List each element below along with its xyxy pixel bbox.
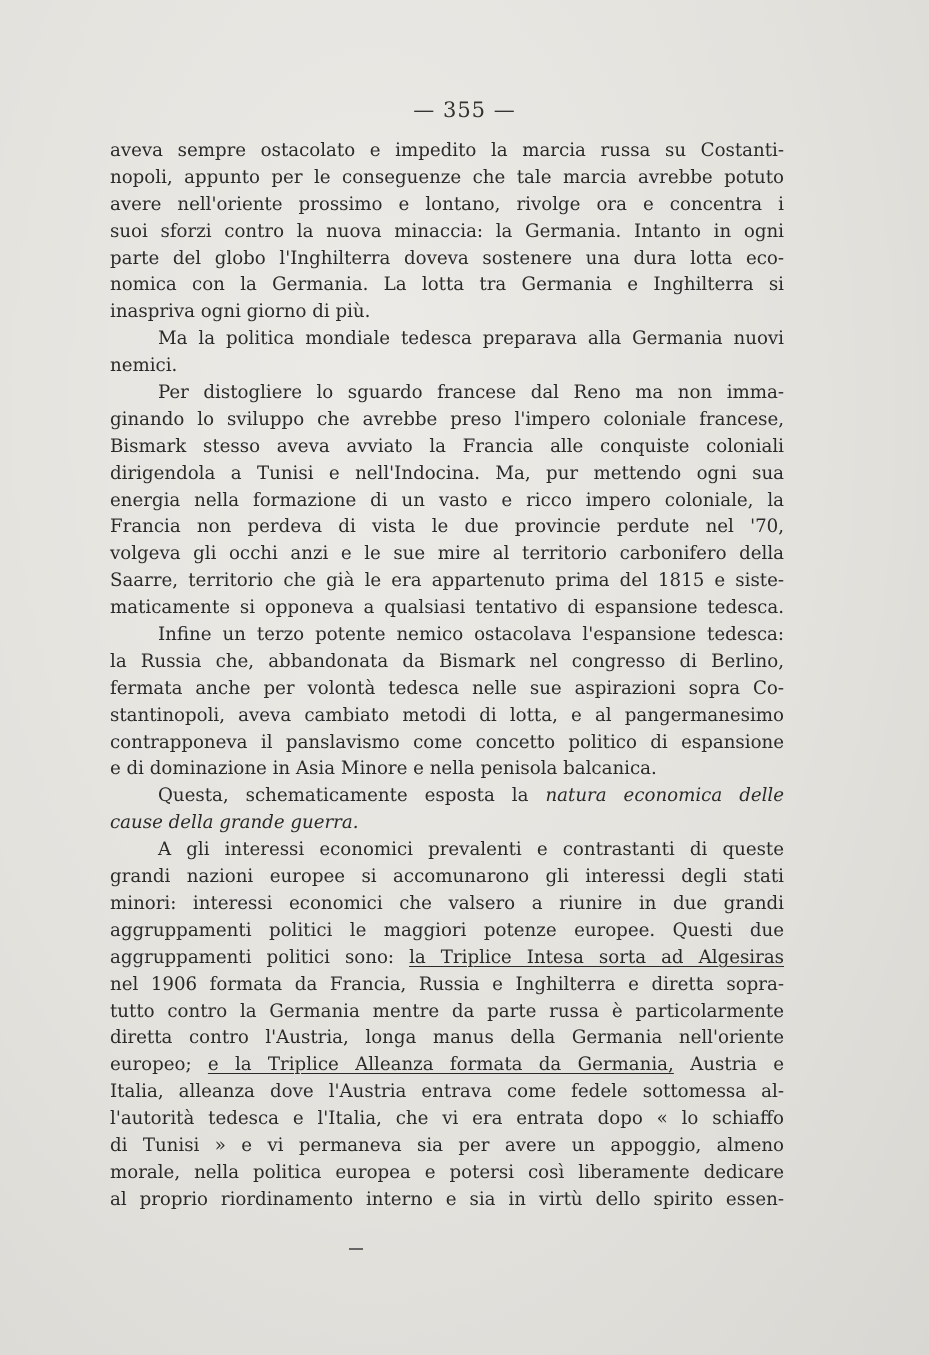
underlined-phrase: la Triplice Intesa sorta ad Algesiras [409, 946, 784, 968]
text-segment: aggruppamenti politici sono: [110, 946, 410, 968]
text-line: Infine un terzo potente nemico ostacolava l'espansione tedesca: [158, 624, 784, 646]
text-line: volgeva gli occhi anzi e le sue mire al territorio carbonifero della [110, 543, 784, 565]
text-line: suoi sforzi contro la nuova minaccia: la Germania. Intanto in ogni [110, 220, 784, 242]
text-line [110, 945, 784, 972]
text-line: la Russia che, abbandonata da Bismark nel congresso di Berlino, [110, 650, 784, 672]
text-line: Italia, alleanza dove l'Austria entrava come fedele sottomessa al- [110, 1081, 784, 1103]
text-segment: europeo; [110, 1054, 208, 1076]
text-segment: Austria e [673, 1054, 785, 1076]
text-line: tutto contro la Germania mentre da parte russa è particolarmente [110, 1000, 784, 1022]
text-line: ginando lo sviluppo che avrebbe preso l'impero coloniale francese, [110, 408, 784, 430]
italic-phrase: natura economica delle [545, 785, 784, 807]
printer-mark [349, 1248, 363, 1250]
text-line: Per distogliere lo sguardo francese dal Reno ma non imma- [158, 382, 784, 404]
text-segment: Questa, schematicamente esposta la [158, 785, 546, 807]
page-number: — 355 — [413, 98, 516, 122]
text-line: nemici. [110, 355, 178, 377]
text-line: inaspriva ogni giorno di più. [110, 301, 371, 323]
text-line: nel 1906 formata da Francia, Russia e Inghilterra e diretta sopra- [110, 973, 784, 995]
text-line: fermata anche per volontà tedesca nelle sue aspirazioni sopra Co- [110, 677, 784, 699]
text-line: avere nell'oriente prossimo e lontano, rivolge ora e concentra i [110, 193, 784, 215]
text-line: dirigendola a Tunisi e nell'Indocina. Ma, pur mettendo ogni sua [110, 462, 784, 484]
text-line: energia nella formazione di un vasto e ricco impero coloniale, la [110, 489, 784, 511]
text-line: maticamente si opponeva a qualsiasi tentativo di espansione tedesca. [110, 597, 784, 619]
text-line: nomica con la Germania. La lotta tra Germania e Inghilterra si [110, 274, 784, 296]
text-line: cause della grande guerra. [110, 812, 359, 834]
body-text [110, 138, 784, 1214]
text-line: diretta contro l'Austria, longa manus della Germania nell'oriente [110, 1027, 784, 1049]
text-line [110, 783, 784, 810]
text-line: al proprio riordinamento interno e sia in virtù dello spirito essen- [110, 1188, 784, 1210]
text-line: aggruppamenti politici le maggiori potenze europee. Questi due [110, 919, 784, 941]
text-line: l'autorità tedesca e l'Italia, che vi era entrata dopo « lo schiaffo [110, 1108, 784, 1130]
text-line: A gli interessi economici prevalenti e contrastanti di queste [158, 839, 784, 861]
underlined-phrase: e la Triplice Alleanza formata da Germania, [207, 1054, 674, 1076]
text-line: di Tunisi » e vi permaneva sia per avere un appoggio, almeno [110, 1134, 784, 1156]
text-line: aveva sempre ostacolato e impedito la marcia russa su Costanti- [110, 140, 784, 161]
text-line: contrapponeva il panslavismo come concetto politico di espansione [110, 731, 784, 753]
text-line: Saarre, territorio che già le era appartenuto prima del 1815 e siste- [110, 570, 784, 592]
text-line: Ma la politica mondiale tedesca preparava alla Germania nuovi [158, 328, 784, 350]
text-line: e di dominazione in Asia Minore e nella penisola balcanica. [110, 758, 657, 780]
text-line: minori: interessi economici che valsero a riunire in due grandi [110, 892, 784, 914]
text-line: parte del globo l'Inghilterra doveva sostenere una dura lotta eco- [110, 247, 784, 269]
text-line [110, 1052, 784, 1079]
text-line: nopoli, appunto per le conseguenze che tale marcia avrebbe potuto [110, 166, 784, 188]
text-line: Bismark stesso aveva avviato la Francia alle conquiste coloniali [110, 435, 784, 457]
text-line: Francia non perdeva di vista le due provincie perdute nel '70, [110, 516, 784, 538]
text-line: stantinopoli, aveva cambiato metodi di lotta, e al pangermanesimo [110, 704, 784, 726]
text-line: morale, nella politica europea e potersi così liberamente dedicare [110, 1161, 784, 1183]
text-line: grandi nazioni europee si accomunarono gli interessi degli stati [110, 866, 784, 888]
